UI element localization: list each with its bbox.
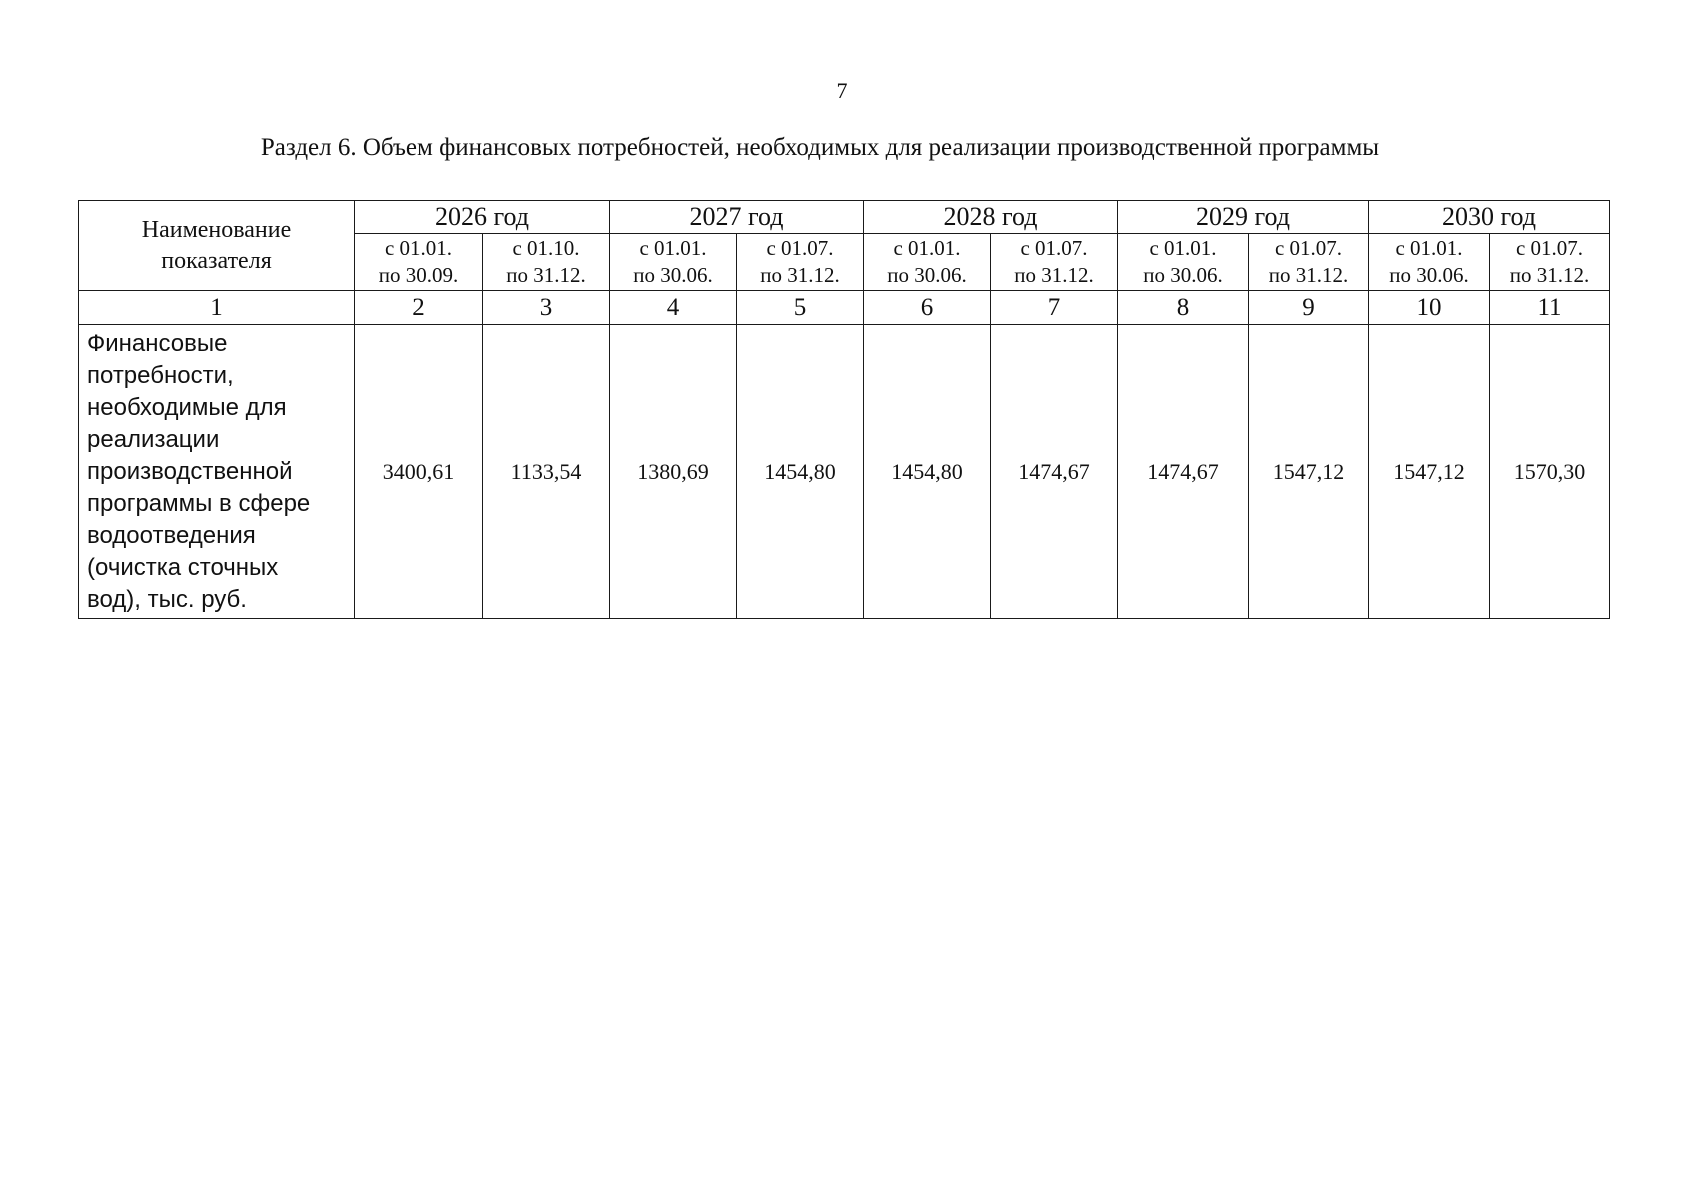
- column-number: 8: [1118, 291, 1249, 325]
- period-from: с 01.01.: [1395, 236, 1463, 260]
- financial-needs-table: [78, 200, 1610, 619]
- column-number: 9: [1249, 291, 1369, 325]
- value-cell: 1133,54: [483, 325, 610, 619]
- row-indicator-name: Финансовые потребности, необходимые для реализации производственной программы в сфере водоотведения (очистка сточных вод), тыс. руб.: [79, 325, 355, 619]
- column-number: 11: [1490, 291, 1610, 325]
- value-cell: 1570,30: [1490, 325, 1610, 619]
- period-to: по 30.06.: [1389, 263, 1469, 287]
- period-from: с 01.07.: [1515, 236, 1584, 260]
- column-number: 4: [610, 291, 737, 325]
- period-header: [737, 234, 864, 291]
- period-from: с 01.01.: [384, 236, 453, 260]
- value-cell: 3400,61: [355, 325, 483, 619]
- indicator-name-header: [79, 201, 355, 291]
- value-cell: 1547,12: [1249, 325, 1369, 619]
- column-number: 2: [355, 291, 483, 325]
- column-number: 1: [79, 291, 355, 325]
- year-header: 2028 год: [864, 201, 1118, 234]
- table-row: [79, 325, 1610, 619]
- value-cell: 1547,12: [1369, 325, 1490, 619]
- period-to: по 31.12.: [1509, 263, 1590, 287]
- period-header: [864, 234, 991, 291]
- period-header: [991, 234, 1118, 291]
- year-header: 2026 год: [355, 201, 610, 234]
- period-to: по 30.09.: [378, 263, 459, 287]
- value-cell: 1454,80: [864, 325, 991, 619]
- column-number: 10: [1369, 291, 1490, 325]
- value-cell: 1474,67: [991, 325, 1118, 619]
- period-header: [1249, 234, 1369, 291]
- period-to: по 31.12.: [760, 263, 840, 287]
- indicator-name-header-text: Наименование показателя: [141, 216, 292, 274]
- period-header: [1369, 234, 1490, 291]
- section-title: Раздел 6. Объем финансовых потребностей, необходимых для реализации производственной программы: [260, 134, 1380, 161]
- period-header: [1490, 234, 1610, 291]
- column-number: 7: [991, 291, 1118, 325]
- column-number-row: [79, 291, 1610, 325]
- period-to: по 31.12.: [1268, 263, 1349, 287]
- period-from: с 01.07.: [766, 236, 834, 260]
- period-from: с 01.01.: [639, 236, 707, 260]
- period-to: по 30.06.: [1143, 263, 1223, 287]
- value-cell: 1474,67: [1118, 325, 1249, 619]
- value-cell: 1454,80: [737, 325, 864, 619]
- period-header: [355, 234, 483, 291]
- period-header: [483, 234, 610, 291]
- year-header: 2030 год: [1369, 201, 1610, 234]
- period-from: с 01.01.: [893, 236, 961, 260]
- period-to: по 30.06.: [887, 263, 967, 287]
- period-header: [610, 234, 737, 291]
- column-number: 6: [864, 291, 991, 325]
- year-header-row: [79, 201, 1610, 234]
- period-from: с 01.10.: [512, 236, 580, 260]
- period-from: с 01.01.: [1149, 236, 1217, 260]
- period-from: с 01.07.: [1274, 236, 1343, 260]
- period-from: с 01.07.: [1020, 236, 1088, 260]
- value-cell: 1380,69: [610, 325, 737, 619]
- page-number: 7: [836, 78, 848, 103]
- year-header: 2027 год: [610, 201, 864, 234]
- period-to: по 31.12.: [506, 263, 586, 287]
- column-number: 3: [483, 291, 610, 325]
- period-header: [1118, 234, 1249, 291]
- column-number: 5: [737, 291, 864, 325]
- period-to: по 30.06.: [633, 263, 713, 287]
- period-to: по 31.12.: [1014, 263, 1094, 287]
- year-header: 2029 год: [1118, 201, 1369, 234]
